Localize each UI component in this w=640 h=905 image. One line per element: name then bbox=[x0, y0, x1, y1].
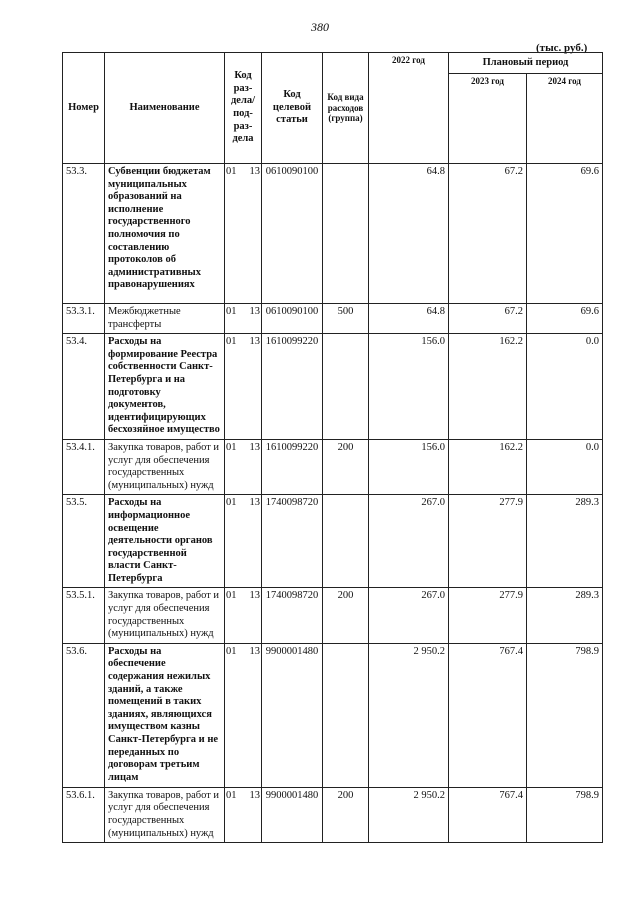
cell-celevaya: 9900001480 bbox=[262, 643, 323, 787]
cell-celevaya: 0610090100 bbox=[262, 304, 323, 334]
cell-2023: 277.9 bbox=[449, 588, 527, 643]
cell-2022: 2 950.2 bbox=[369, 643, 449, 787]
cell-2024: 69.6 bbox=[527, 304, 603, 334]
razdel-code: 01 bbox=[226, 441, 237, 453]
cell-2022: 267.0 bbox=[369, 495, 449, 588]
podrazdel-code: 13 bbox=[249, 497, 260, 509]
cell-vid bbox=[323, 495, 369, 588]
cell-razdel bbox=[225, 588, 262, 643]
podrazdel-code: 13 bbox=[249, 306, 260, 317]
cell-2023: 277.9 bbox=[449, 495, 527, 588]
cell-razdel bbox=[225, 439, 262, 494]
cell-razdel bbox=[225, 304, 262, 334]
cell-name: Межбюджетные трансферты bbox=[105, 304, 225, 334]
cell-vid bbox=[323, 334, 369, 440]
table-row bbox=[63, 643, 603, 787]
header-naimenovanie: Наименование bbox=[105, 53, 225, 164]
cell-2023: 162.2 bbox=[449, 439, 527, 494]
cell-2023: 67.2 bbox=[449, 164, 527, 304]
cell-vid: 200 bbox=[323, 787, 369, 842]
cell-razdel bbox=[225, 643, 262, 787]
cell-2022: 156.0 bbox=[369, 334, 449, 440]
table-row bbox=[63, 304, 603, 334]
razdel-code: 01 bbox=[226, 645, 237, 657]
cell-vid: 200 bbox=[323, 588, 369, 643]
podrazdel-code: 13 bbox=[249, 590, 260, 602]
cell-vid bbox=[323, 164, 369, 304]
podrazdel-code: 13 bbox=[249, 645, 260, 657]
razdel-code: 01 bbox=[226, 789, 237, 801]
razdel-code: 01 bbox=[226, 497, 237, 509]
header-2023: 2023 год bbox=[449, 74, 527, 164]
cell-name: Расходы на информационное освещение деятельности органов государственной власти Санкт-Петербурга bbox=[105, 495, 225, 588]
cell-name: Расходы на формирование Реестра собственности Санкт-Петербурга и на подготовку документов, идентифицирующих бесхозяйное имущество bbox=[105, 334, 225, 440]
cell-2024: 798.9 bbox=[527, 643, 603, 787]
table-row bbox=[63, 588, 603, 643]
cell-2022: 64.8 bbox=[369, 164, 449, 304]
cell-nomer: 53.6.1. bbox=[63, 787, 105, 842]
cell-2022: 2 950.2 bbox=[369, 787, 449, 842]
cell-razdel bbox=[225, 164, 262, 304]
cell-name: Субвенции бюджетам муниципальных образований на исполнение государственного полномочия по составлению протоколов об административных правонарушениях bbox=[105, 164, 225, 304]
cell-nomer: 53.5. bbox=[63, 495, 105, 588]
cell-name: Закупка товаров, работ и услуг для обеспечения государственных (муниципальных) нужд bbox=[105, 787, 225, 842]
cell-2024: 0.0 bbox=[527, 334, 603, 440]
cell-2023: 67.2 bbox=[449, 304, 527, 334]
header-kod-razdela: Код раз-дела/ под-раз-дела bbox=[225, 53, 262, 164]
cell-razdel bbox=[225, 495, 262, 588]
cell-celevaya: 1610099220 bbox=[262, 334, 323, 440]
table-row bbox=[63, 495, 603, 588]
podrazdel-code: 13 bbox=[249, 441, 260, 453]
table-row bbox=[63, 164, 603, 304]
cell-2023: 162.2 bbox=[449, 334, 527, 440]
razdel-code: 01 bbox=[226, 336, 237, 348]
cell-razdel bbox=[225, 787, 262, 842]
cell-2022: 267.0 bbox=[369, 588, 449, 643]
cell-nomer: 53.4. bbox=[63, 334, 105, 440]
header-nomer: Номер bbox=[63, 53, 105, 164]
header-kod-celevoi: Код целевой статьи bbox=[262, 53, 323, 164]
cell-celevaya: 1740098720 bbox=[262, 588, 323, 643]
cell-razdel bbox=[225, 334, 262, 440]
cell-nomer: 53.4.1. bbox=[63, 439, 105, 494]
budget-table bbox=[62, 52, 603, 843]
cell-2024: 289.3 bbox=[527, 588, 603, 643]
cell-celevaya: 9900001480 bbox=[262, 787, 323, 842]
table-row bbox=[63, 787, 603, 842]
cell-2022: 64.8 bbox=[369, 304, 449, 334]
cell-celevaya: 1610099220 bbox=[262, 439, 323, 494]
cell-2024: 0.0 bbox=[527, 439, 603, 494]
cell-vid: 200 bbox=[323, 439, 369, 494]
cell-2024: 289.3 bbox=[527, 495, 603, 588]
cell-nomer: 53.6. bbox=[63, 643, 105, 787]
cell-2023: 767.4 bbox=[449, 787, 527, 842]
cell-2024: 69.6 bbox=[527, 164, 603, 304]
cell-2024: 798.9 bbox=[527, 787, 603, 842]
page-number: 380 bbox=[311, 20, 329, 34]
table-row bbox=[63, 334, 603, 440]
cell-nomer: 53.3. bbox=[63, 164, 105, 304]
razdel-code: 01 bbox=[226, 166, 237, 177]
header-planovyi: Плановый период bbox=[449, 53, 603, 74]
cell-nomer: 53.5.1. bbox=[63, 588, 105, 643]
cell-nomer: 53.3.1. bbox=[63, 304, 105, 334]
cell-2022: 156.0 bbox=[369, 439, 449, 494]
cell-vid bbox=[323, 643, 369, 787]
podrazdel-code: 13 bbox=[249, 789, 260, 801]
podrazdel-code: 13 bbox=[249, 166, 260, 177]
cell-name: Закупка товаров, работ и услуг для обеспечения государственных (муниципальных) нужд bbox=[105, 588, 225, 643]
header-2022: 2022 год bbox=[369, 53, 449, 164]
cell-2023: 767.4 bbox=[449, 643, 527, 787]
cell-name: Расходы на обеспечение содержания нежилых зданий, а также помещений в таких зданиях, являющихся имуществом казны Санкт-Петербурга и не переданных по договорам третьим лицам bbox=[105, 643, 225, 787]
cell-celevaya: 1740098720 bbox=[262, 495, 323, 588]
cell-vid: 500 bbox=[323, 304, 369, 334]
units-label: (тыс. руб.) bbox=[536, 42, 588, 54]
razdel-code: 01 bbox=[226, 590, 237, 602]
table-row bbox=[63, 439, 603, 494]
header-kod-vida: Код вида расходов (группа) bbox=[323, 53, 369, 164]
cell-name: Закупка товаров, работ и услуг для обеспечения государственных (муниципальных) нужд bbox=[105, 439, 225, 494]
cell-celevaya: 0610090100 bbox=[262, 164, 323, 304]
podrazdel-code: 13 bbox=[249, 336, 260, 348]
razdel-code: 01 bbox=[226, 306, 237, 317]
header-2024: 2024 год bbox=[527, 74, 603, 164]
